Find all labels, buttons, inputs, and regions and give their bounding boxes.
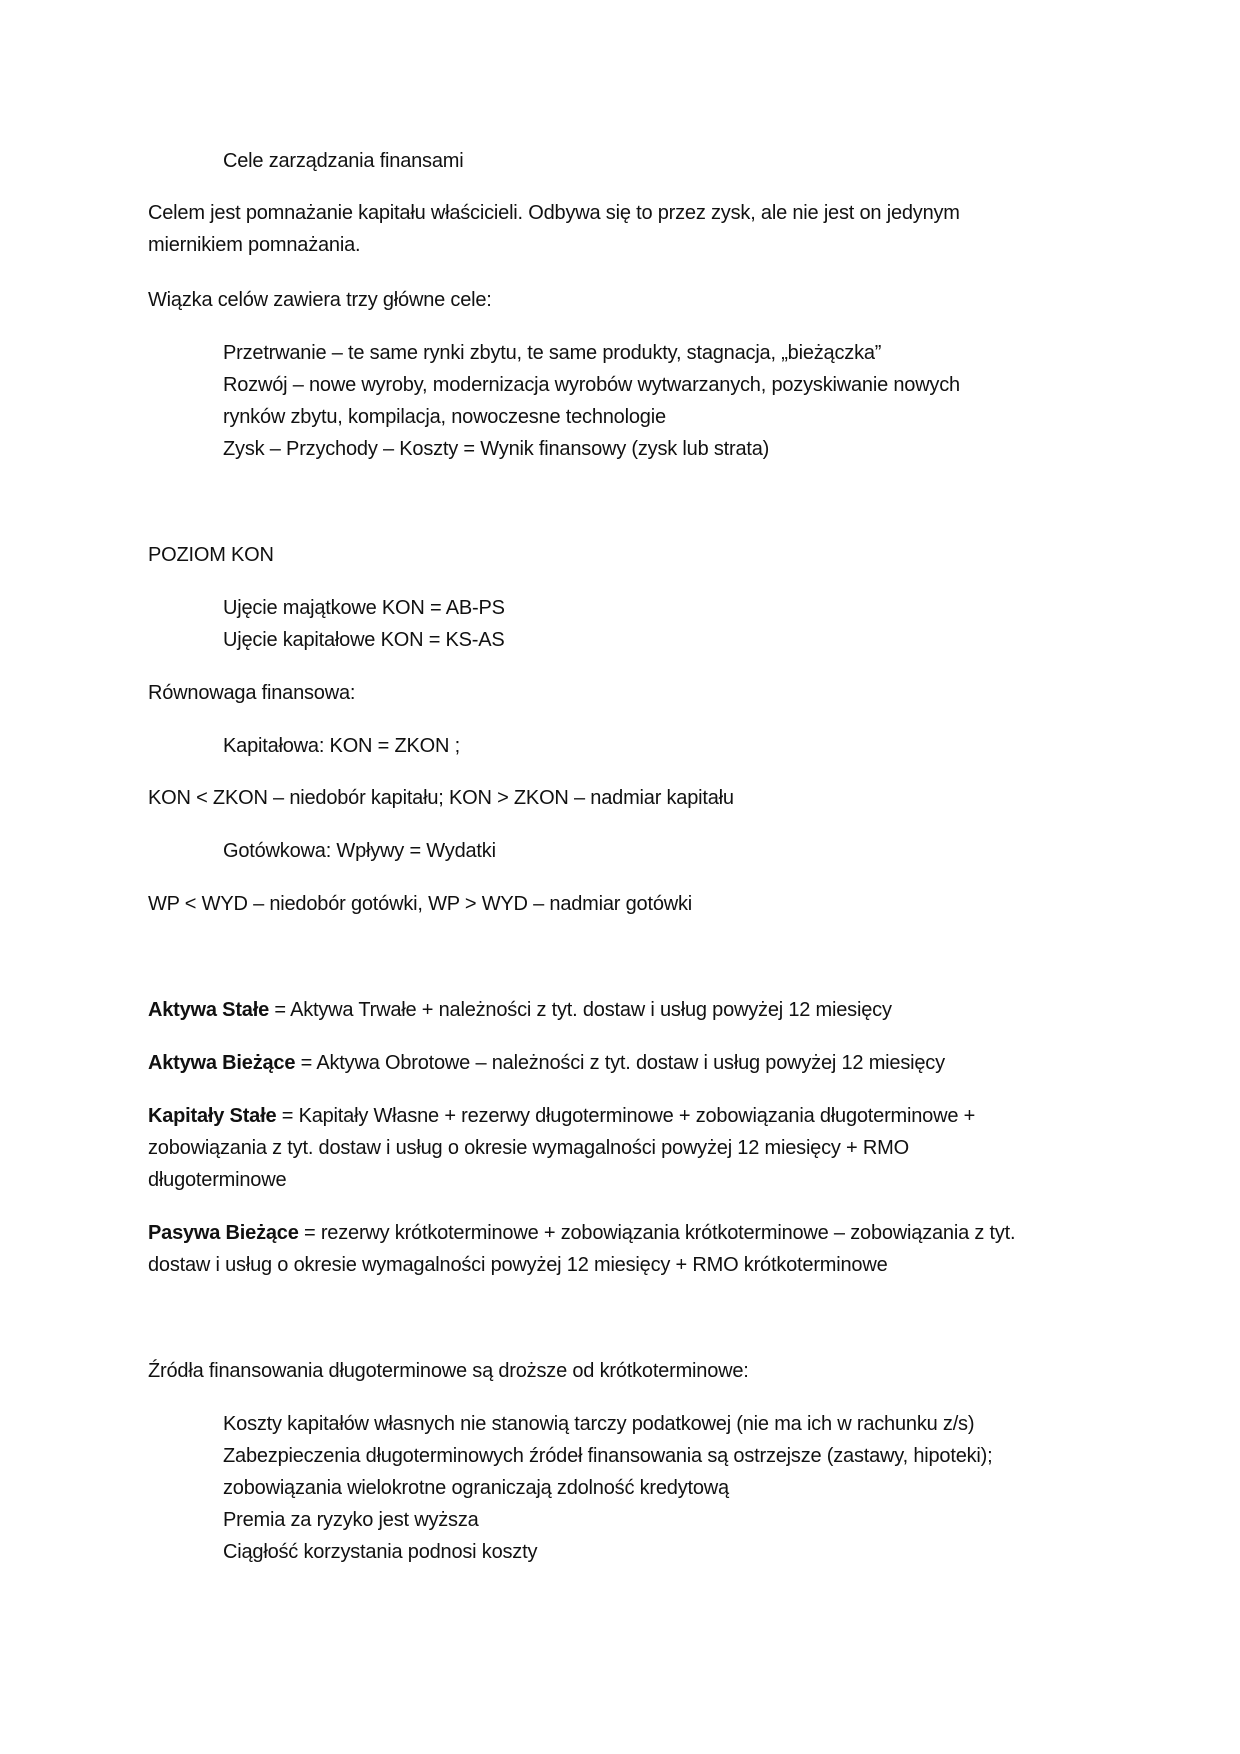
definition-continuation: dostaw i usług o okresie wymagalności powyżej 12 miesięcy + RMO krótkoterminowe	[148, 1254, 888, 1276]
kon-item: Ujęcie kapitałowe KON = KS-AS	[223, 629, 505, 651]
equilibrium-heading: Równowaga finansowa:	[148, 682, 356, 704]
definition-text: = rezerwy krótkoterminowe + zobowiązania krótkoterminowe – zobowiązania z tyt.	[298, 1222, 1016, 1244]
definition-continuation: długoterminowe	[148, 1169, 287, 1191]
definition-text: = Aktywa Obrotowe – należności z tyt. dostaw i usług powyżej 12 miesięcy	[295, 1052, 945, 1074]
page-title: Cele zarządzania finansami	[223, 150, 464, 172]
sources-heading: Źródła finansowania długoterminowe są droższe od krótkoterminowe:	[148, 1360, 749, 1382]
definition-current-assets	[148, 1047, 945, 1079]
kon-item: Ujęcie majątkowe KON = AB-PS	[223, 597, 505, 619]
source-line: Ciągłość korzystania podnosi koszty	[223, 1541, 538, 1563]
definition-term: Aktywa Bieżące	[148, 1052, 296, 1074]
goal-line: Rozwój – nowe wyroby, modernizacja wyrobów wytwarzanych, pozyskiwanie nowych	[223, 374, 960, 396]
source-line: zobowiązania wielokrotne ograniczają zdolność kredytową	[223, 1477, 729, 1499]
definition-term: Pasywa Bieżące	[148, 1222, 299, 1244]
definition-fixed-capital	[148, 1100, 975, 1132]
goals-heading: Wiązka celów zawiera trzy główne cele:	[148, 289, 492, 311]
intro-line-2: miernikiem pomnażania.	[148, 234, 361, 256]
cash-rule: WP < WYD – niedobór gotówki, WP > WYD – nadmiar gotówki	[148, 893, 693, 915]
cash-equation: Gotówkowa: Wpływy = Wydatki	[223, 840, 496, 862]
goal-line: Zysk – Przychody – Koszty = Wynik finansowy (zysk lub strata)	[223, 438, 770, 460]
capital-rule: KON < ZKON – niedobór kapitału; KON > ZKON – nadmiar kapitału	[148, 787, 734, 809]
definition-current-liabilities	[148, 1217, 1015, 1249]
definition-text: = Aktywa Trwałe + należności z tyt. dostaw i usług powyżej 12 miesięcy	[269, 999, 892, 1021]
definition-term: Kapitały Stałe	[148, 1105, 277, 1127]
definition-fixed-assets	[148, 994, 892, 1026]
capital-equation: Kapitałowa: KON = ZKON ;	[223, 735, 460, 757]
definition-text: = Kapitały Własne + rezerwy długoterminowe + zobowiązania długoterminowe +	[276, 1105, 976, 1127]
goal-line: Przetrwanie – te same rynki zbytu, te same produkty, stagnacja, „bieżączka”	[223, 342, 882, 364]
source-line: Koszty kapitałów własnych nie stanowią tarczy podatkowej (nie ma ich w rachunku z/s)	[223, 1413, 975, 1435]
intro-line-1: Celem jest pomnażanie kapitału właścicieli. Odbywa się to przez zysk, ale nie jest on jedynym	[148, 202, 960, 224]
kon-heading: POZIOM KON	[148, 544, 274, 566]
source-line: Zabezpieczenia długoterminowych źródeł finansowania są ostrzejsze (zastawy, hipoteki);	[223, 1445, 993, 1467]
source-line: Premia za ryzyko jest wyższa	[223, 1509, 479, 1531]
definition-term: Aktywa Stałe	[148, 999, 269, 1021]
goal-line: rynków zbytu, kompilacja, nowoczesne technologie	[223, 406, 666, 428]
definition-continuation: zobowiązania z tyt. dostaw i usług o okresie wymagalności powyżej 12 miesięcy + RMO	[148, 1137, 909, 1159]
